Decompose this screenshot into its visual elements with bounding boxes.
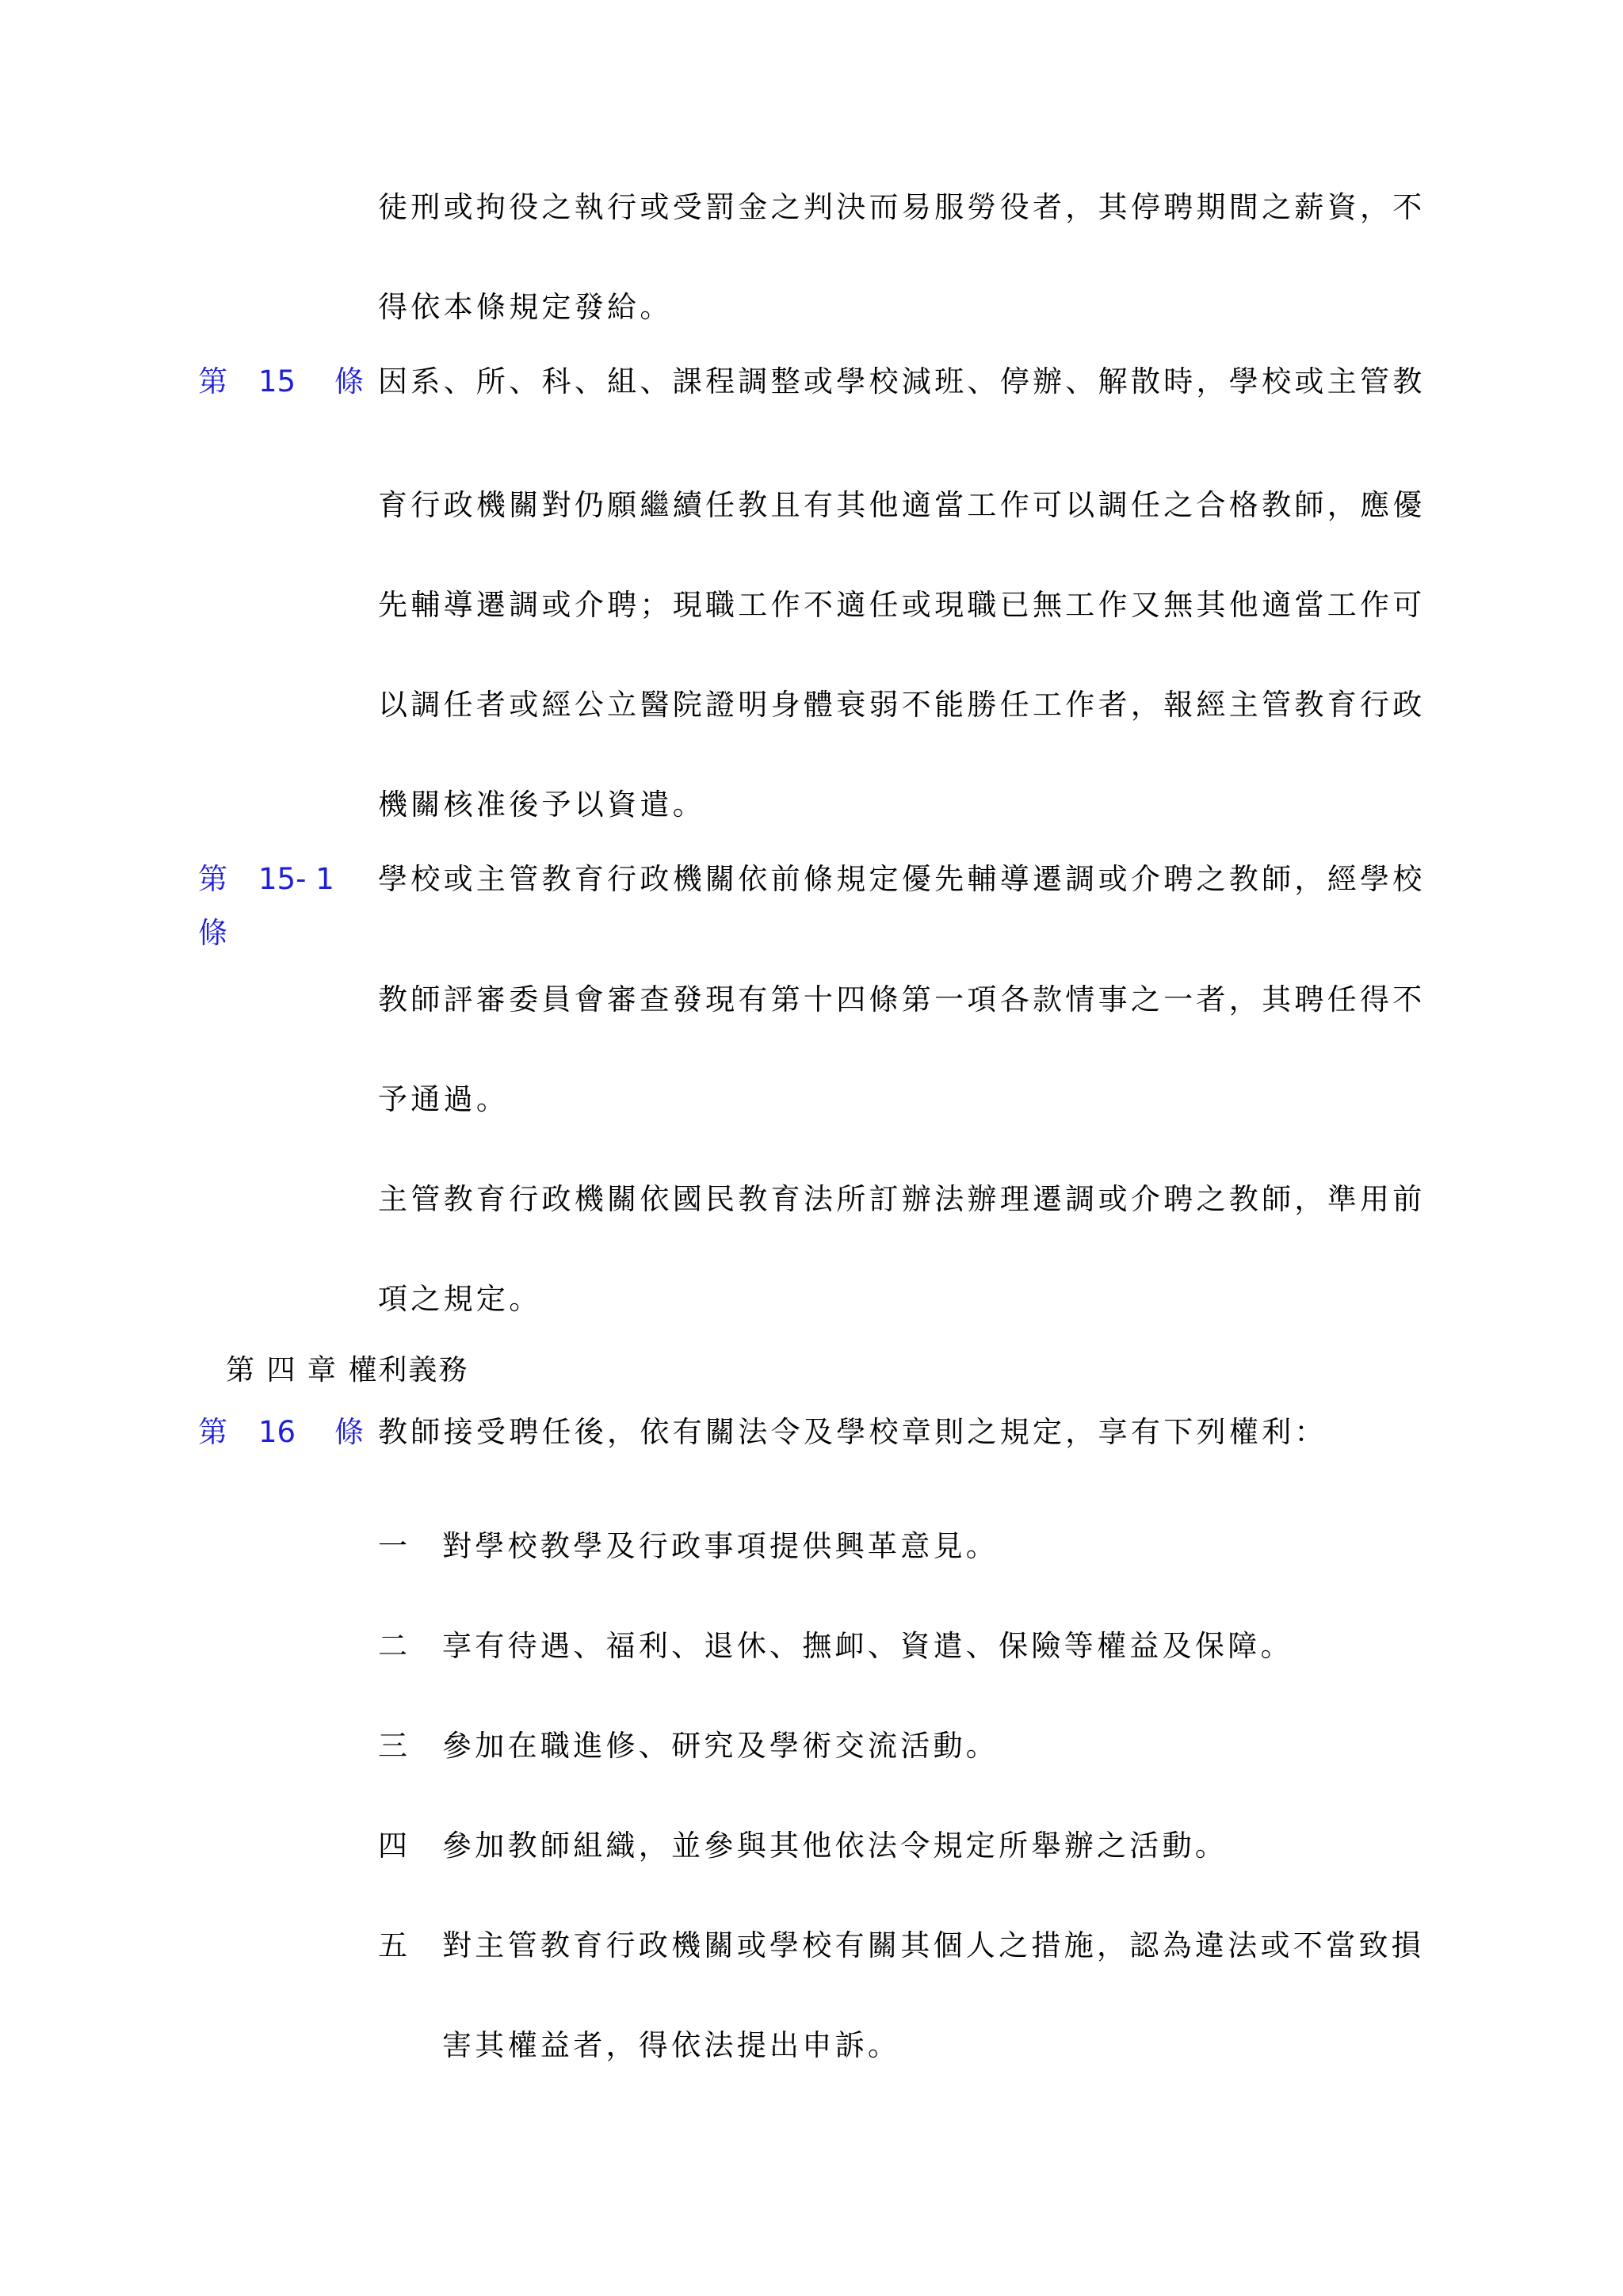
paragraph-line: 徒刑或拘役之執行或受罰金之判決而易服勞役者，其停聘期間之薪資，不 bbox=[378, 190, 1426, 224]
list-item-number: 五 bbox=[378, 1928, 407, 1962]
list-item-text: 享有待遇、福利、退休、撫卹、資遣、保險等權益及保障。 bbox=[442, 1629, 1293, 1663]
list-item-text-continued: 害其權益者，得依法提出申訴。 bbox=[442, 2028, 901, 2062]
article-label-number: 15 bbox=[258, 364, 296, 399]
article-15-1-line: 主管教育行政機關依國民教育法所訂辦法辦理遷調或介聘之教師，準用前 bbox=[378, 1182, 1426, 1216]
article-15-line: 以調任者或經公立醫院證明身體衰弱不能勝任工作者，報經主管教育行政 bbox=[378, 688, 1426, 722]
list-item-text: 參加教師組織，並參與其他依法令規定所舉辦之活動。 bbox=[442, 1829, 1228, 1863]
list-item-number: 一 bbox=[378, 1529, 407, 1563]
article-15-line: 因系、所、科、組、課程調整或學校減班、停辦、解散時，學校或主管教 bbox=[378, 364, 1426, 399]
article-15-1-link[interactable] bbox=[198, 856, 365, 950]
list-item-number: 二 bbox=[378, 1629, 407, 1663]
article-16-link[interactable] bbox=[198, 1409, 365, 1456]
article-15-link[interactable] bbox=[198, 358, 365, 406]
paragraph-line: 得依本條規定發給。 bbox=[378, 290, 673, 324]
article-label-prefix: 第 bbox=[198, 1415, 227, 1449]
article-label-number: 15- 1 bbox=[258, 862, 334, 896]
article-15-line: 機關核准後予以資遣。 bbox=[378, 788, 705, 822]
article-15-1-line: 教師評審委員會審查發現有第十四條第一項各款情事之一者，其聘任得不 bbox=[378, 982, 1426, 1016]
article-15-1-line: 項之規定。 bbox=[378, 1282, 542, 1316]
list-item-text: 參加在職進修、研究及學術交流活動。 bbox=[442, 1729, 999, 1763]
list-item-number: 四 bbox=[378, 1829, 407, 1863]
article-15-1-line: 予通過。 bbox=[378, 1082, 510, 1116]
article-16-intro: 教師接受聘任後，依有關法令及學校章則之規定，享有下列權利： bbox=[378, 1415, 1327, 1449]
list-item-text: 對學校教學及行政事項提供興革意見。 bbox=[442, 1529, 999, 1563]
list-item-number: 三 bbox=[378, 1729, 407, 1763]
chapter-heading: 第 四 章 權利義務 bbox=[226, 1354, 469, 1386]
article-label-prefix: 第 bbox=[198, 862, 227, 896]
article-label-suffix: 條 bbox=[198, 916, 227, 950]
list-item-text: 對主管教育行政機關或學校有關其個人之措施，認為違法或不當致損 bbox=[442, 1928, 1424, 1962]
article-15-1-line: 學校或主管教育行政機關依前條規定優先輔導遷調或介聘之教師，經學校 bbox=[378, 862, 1426, 896]
article-label-suffix: 條 bbox=[334, 1415, 364, 1449]
article-15-line: 育行政機關對仍願繼續任教且有其他適當工作可以調任之合格教師，應優 bbox=[378, 488, 1426, 522]
article-label-prefix: 第 bbox=[198, 364, 227, 399]
article-15-line: 先輔導遷調或介聘；現職工作不適任或現職已無工作又無其他適當工作可 bbox=[378, 588, 1426, 622]
article-label-number: 16 bbox=[258, 1415, 296, 1449]
article-label-suffix: 條 bbox=[334, 364, 364, 399]
